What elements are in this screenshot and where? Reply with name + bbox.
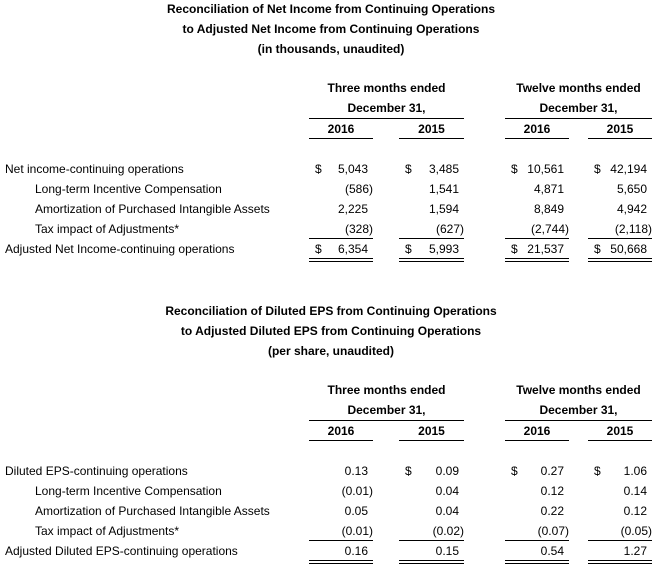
row-label: Adjusted Diluted EPS-continuing operations [5,544,238,558]
cell-value: (0.07) [537,524,569,538]
total-top-rule [309,238,373,239]
year-underline [309,440,373,441]
cell-value: 3,485 [428,162,459,176]
total-double-rule [309,560,373,564]
cell-value: (0.01) [341,484,373,498]
section-title: Reconciliation of Diluted EPS from Continuing Operations [165,304,497,318]
total-top-rule [399,540,464,541]
section-title: (in thousands, unaudited) [257,42,405,56]
year-header: 2015 [606,424,634,438]
row-label: Adjusted Net Income-continuing operations [5,242,235,256]
cell-value: 1.27 [623,544,647,558]
currency-symbol: $ [511,242,518,256]
group-underline [505,118,652,119]
row-label: Amortization of Purchased Intangible Assets [35,202,270,216]
cell-value: 0.54 [540,544,564,558]
total-top-rule [505,540,569,541]
year-underline [309,138,373,139]
group-underline [309,118,464,119]
cell-value: 0.09 [435,464,459,478]
year-header: 2015 [418,122,445,136]
cell-value: 6,354 [337,242,368,256]
cell-value: 42,194 [610,162,647,176]
cell-value: (2,744) [530,222,569,236]
row-label: Long-term Incentive Compensation [35,182,222,196]
year-underline [505,138,569,139]
cell-value: 0.04 [435,484,459,498]
section-title: to Adjusted Diluted EPS from Continuing Operations [180,324,482,338]
group-underline [505,420,652,421]
cell-value: 1.06 [623,464,647,478]
row-label: Net income-continuing operations [5,162,184,176]
total-double-rule [505,560,569,564]
row-label: Tax impact of Adjustments* [35,222,180,236]
cell-value: 0.16 [344,544,368,558]
cell-value: 0.27 [540,464,564,478]
total-top-rule [588,238,652,239]
cell-value: 5,043 [337,162,368,176]
year-underline [505,440,569,441]
total-double-rule [588,258,652,262]
year-underline [399,440,464,441]
currency-symbol: $ [315,242,322,256]
currency-symbol: $ [315,162,322,176]
group-header: December 31, [347,403,426,417]
total-top-rule [505,238,569,239]
cell-value: (328) [344,222,373,236]
group-header: December 31, [539,101,618,115]
group-header: Twelve months ended [516,383,641,397]
currency-symbol: $ [511,464,518,478]
section-title: to Adjusted Net Income from Continuing Operations [182,22,480,36]
cell-value: 1,594 [428,202,459,216]
cell-value: (2,118) [614,222,652,236]
cell-value: 0.04 [435,504,459,518]
total-double-rule [399,258,464,262]
currency-symbol: $ [405,464,412,478]
cell-value: 0.12 [540,484,564,498]
cell-value: 0.13 [344,464,368,478]
year-header: 2016 [327,122,355,136]
cell-value: 1,541 [428,182,459,196]
year-header: 2015 [606,122,634,136]
currency-symbol: $ [594,242,601,256]
total-top-rule [588,540,652,541]
cell-value: 0.22 [540,504,564,518]
year-header: 2015 [418,424,445,438]
cell-value: 0.14 [623,484,647,498]
year-underline [588,440,652,441]
currency-symbol: $ [594,464,601,478]
cell-value: 0.05 [344,504,368,518]
cell-value: 2,225 [337,202,368,216]
cell-value: 5,993 [428,242,459,256]
year-header: 2016 [523,122,551,136]
cell-value: 0.12 [623,504,647,518]
cell-value: (0.05) [620,524,652,538]
group-header: Twelve months ended [516,81,641,95]
cell-value: 21,537 [527,242,564,256]
cell-value: (627) [435,222,464,236]
cell-value: 50,668 [610,242,647,256]
group-header: Three months ended [327,81,446,95]
currency-symbol: $ [511,162,518,176]
year-underline [399,138,464,139]
year-underline [588,138,652,139]
section-title: Reconciliation of Net Income from Continuing Operations [166,2,495,16]
total-double-rule [588,560,652,564]
currency-symbol: $ [405,242,412,256]
cell-value: 0.15 [435,544,459,558]
cell-value: (0.01) [341,524,373,538]
total-double-rule [505,258,569,262]
cell-value: 5,650 [616,182,647,196]
cell-value: 4,871 [533,182,564,196]
total-double-rule [399,560,464,564]
cell-value: (0.02) [432,524,464,538]
total-top-rule [309,540,373,541]
cell-value: 4,942 [616,202,647,216]
group-header: December 31, [347,101,426,115]
row-label: Long-term Incentive Compensation [35,484,222,498]
year-header: 2016 [327,424,355,438]
year-header: 2016 [523,424,551,438]
total-double-rule [309,258,373,262]
cell-value: 10,561 [527,162,564,176]
section-title: (per share, unaudited) [267,344,395,358]
currency-symbol: $ [594,162,601,176]
group-underline [309,420,464,421]
row-label: Tax impact of Adjustments* [35,524,180,538]
row-label: Diluted EPS-continuing operations [5,464,188,478]
group-header: December 31, [539,403,618,417]
total-top-rule [399,238,464,239]
cell-value: (586) [344,182,373,196]
currency-symbol: $ [405,162,412,176]
cell-value: 8,849 [533,202,564,216]
row-label: Amortization of Purchased Intangible Assets [35,504,270,518]
group-header: Three months ended [327,383,446,397]
